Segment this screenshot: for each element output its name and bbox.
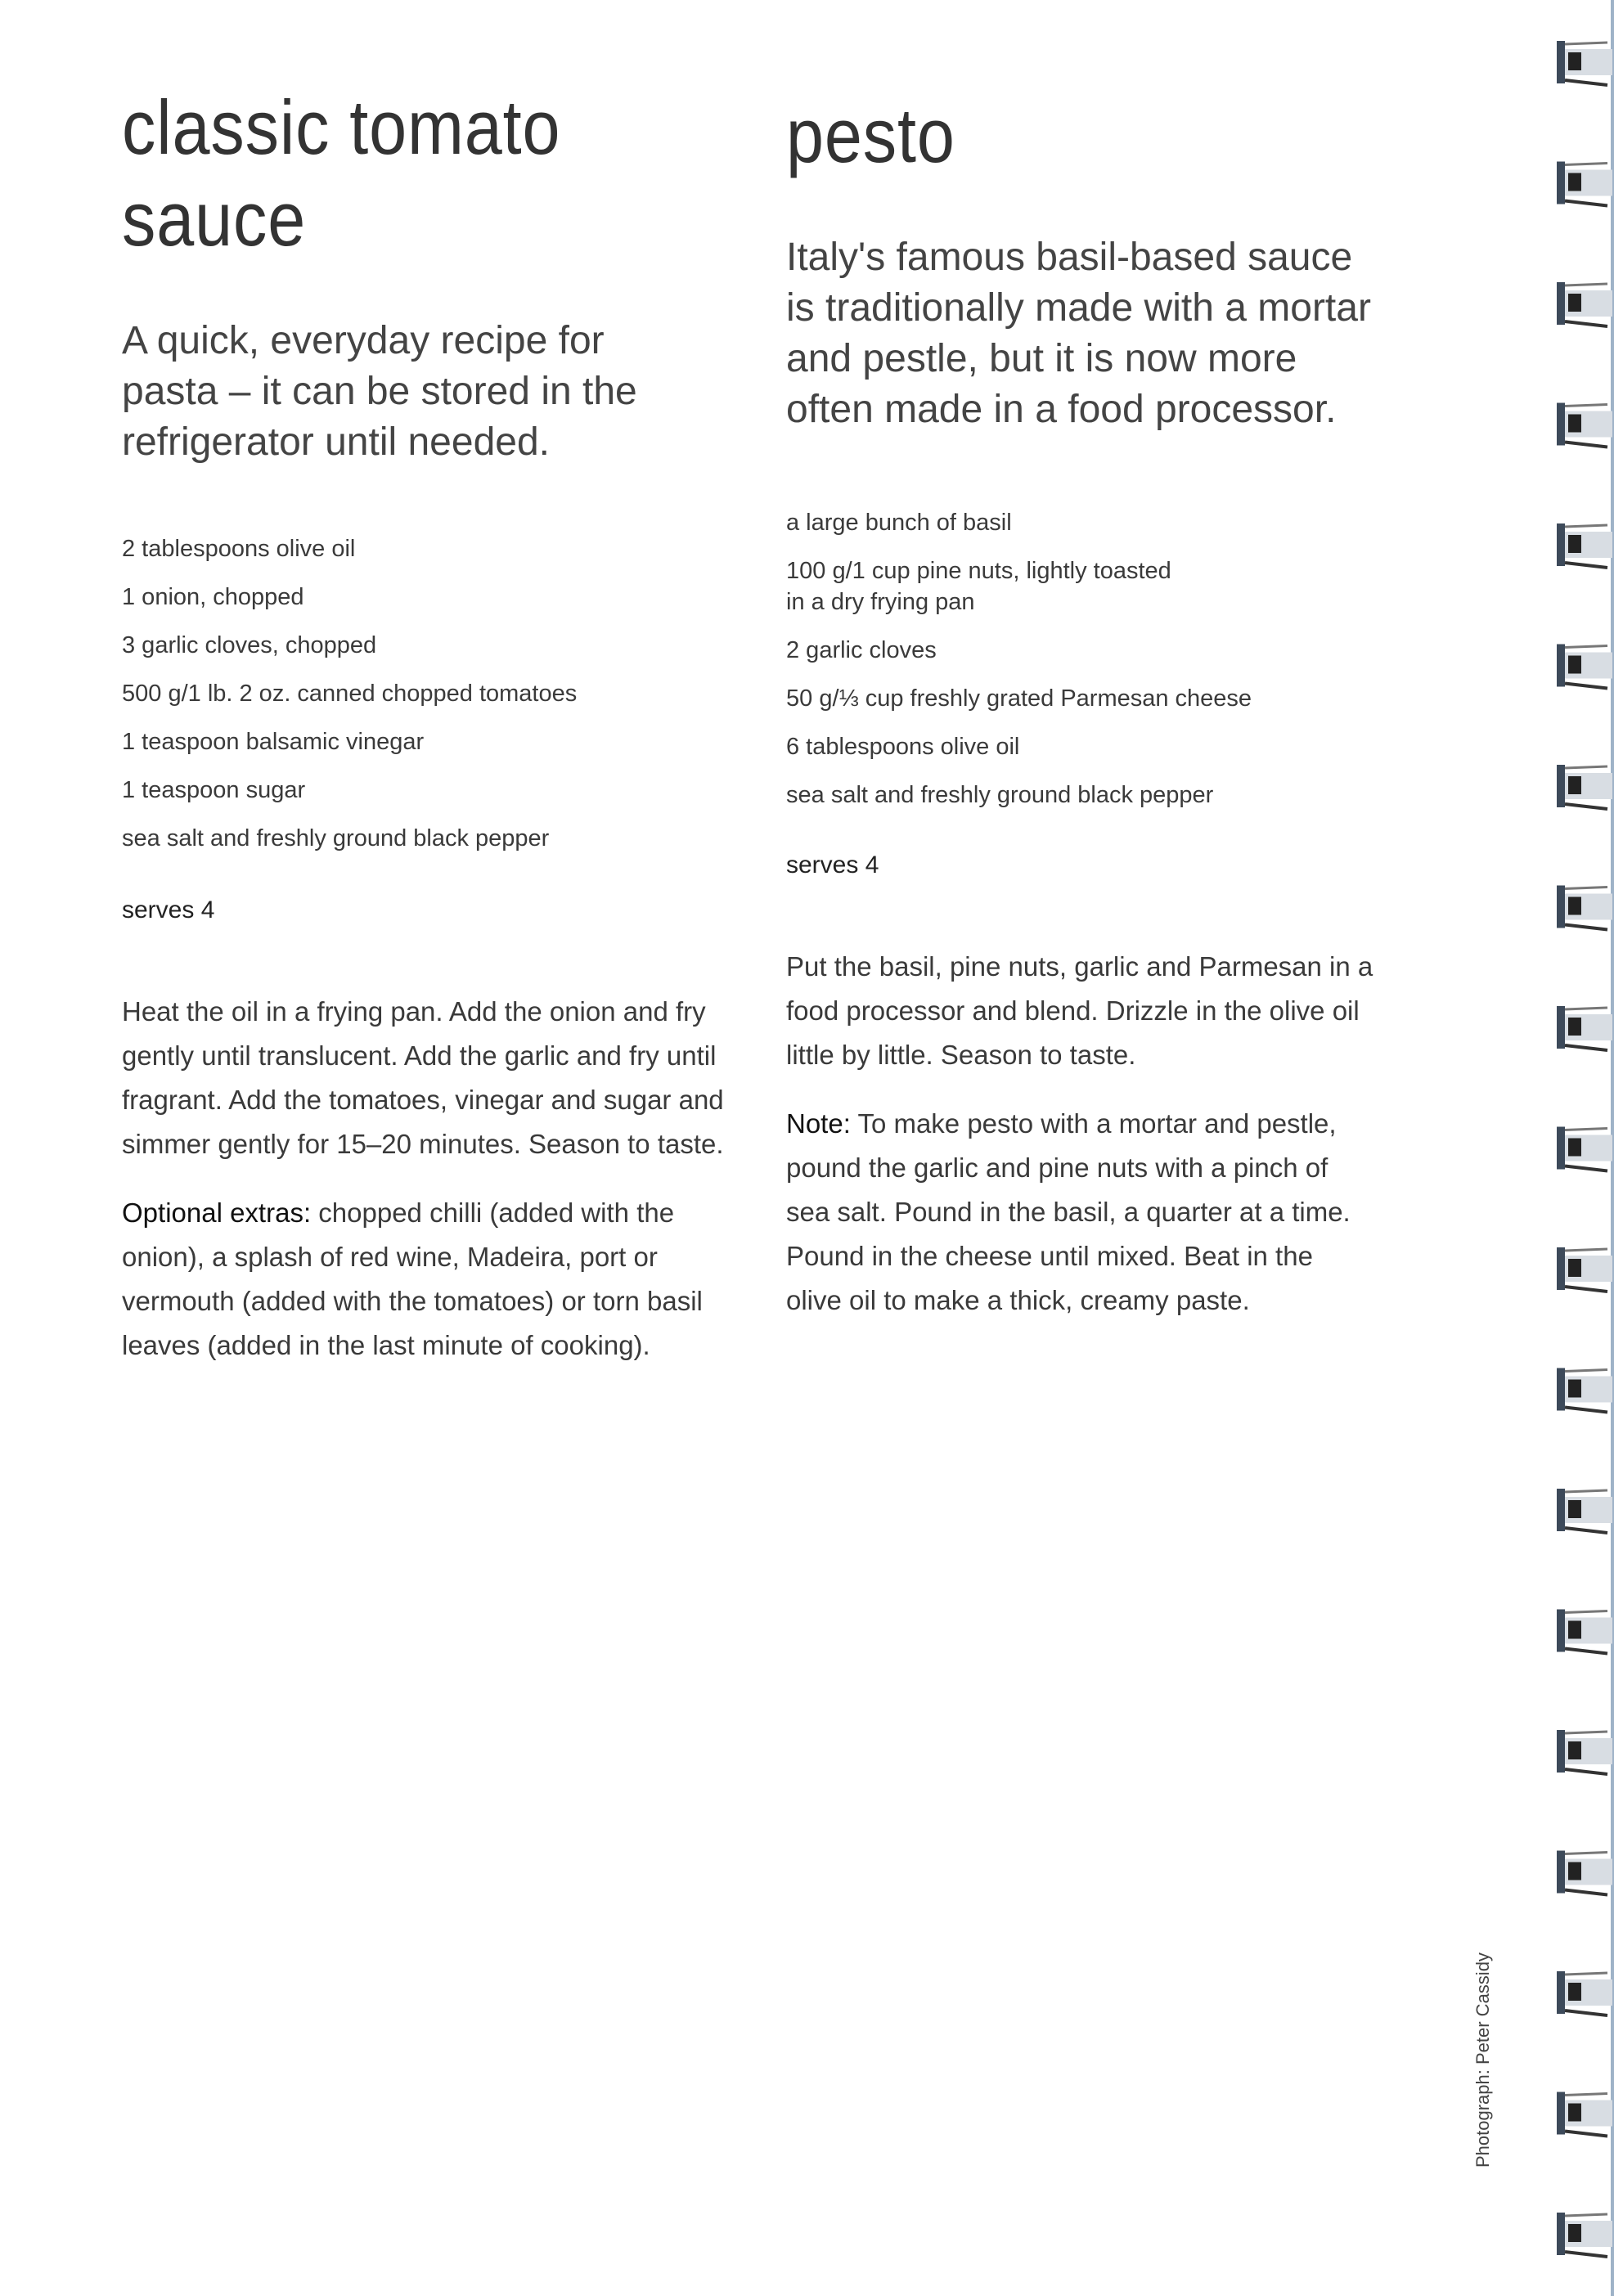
ingredient: sea salt and freshly ground black pepper xyxy=(122,825,550,851)
ingredient: 500 g/1 lb. 2 oz. canned chopped tomatoes xyxy=(122,681,578,707)
spiral-ring-icon xyxy=(1557,523,1612,568)
spiral-ring-icon xyxy=(1557,41,1612,85)
note xyxy=(786,1102,1375,1323)
ingredient: 100 g/1 cup pine nuts, lightly toasted in a dry frying pan xyxy=(786,558,1171,615)
spiral-ring-icon xyxy=(1557,1610,1612,1654)
ingredient: 50 g/⅓ cup freshly grated Parmesan cheese xyxy=(786,685,1252,712)
ingredient: 1 onion, chopped xyxy=(122,584,304,610)
extras-label: Optional extras: xyxy=(122,1197,312,1228)
spiral-ring-icon xyxy=(1557,1851,1612,1895)
spiral-ring-icon xyxy=(1557,162,1612,206)
spiral-ring-icon xyxy=(1557,765,1612,809)
spiral-ring-icon xyxy=(1557,403,1612,447)
ingredient: 2 garlic cloves xyxy=(786,637,937,663)
extras-text: chopped chilli (added with the onion), a splash of red wine, Madeira, port or vermouth (added with the tomatoes) or torn basil leaves (added in the last minute of cooking). xyxy=(122,1197,703,1360)
spiral-ring-icon xyxy=(1557,2213,1612,2257)
spiral-ring-icon xyxy=(1557,886,1612,930)
ingredient: sea salt and freshly ground black pepper xyxy=(786,782,1214,808)
recipe-classic-tomato-sauce xyxy=(122,82,744,1368)
method-text: Heat the oil in a frying pan. Add the onion and fry gently until translucent. Add the garlic and fry until fragrant. Add the tomatoes, vinegar and sugar and simmer gently for 15–20 minutes. Season to taste. xyxy=(122,996,724,1159)
ingredient: 1 teaspoon sugar xyxy=(122,777,306,803)
ingredient-list xyxy=(786,507,1408,811)
method-text: Put the basil, pine nuts, garlic and Parmesan in a food processor and blend. Drizzle in the olive oil little by little. Season to taste. xyxy=(786,951,1373,1070)
recipe-title: pesto xyxy=(786,92,955,178)
spiral-ring-icon xyxy=(1557,282,1612,326)
recipe-intro: A quick, everyday recipe for pasta – it can be stored in the refrigerator until needed. xyxy=(122,319,637,464)
serves-label: serves 4 xyxy=(122,896,215,923)
ingredient: 1 teaspoon balsamic vinegar xyxy=(122,729,425,755)
spiral-ring-icon xyxy=(1557,2092,1612,2136)
recipe-intro: Italy's famous basil-based sauce is traditionally made with a mortar and pestle, but it is now more often made in a food processor. xyxy=(786,236,1371,431)
spiral-ring-icon xyxy=(1557,1971,1612,2015)
photo-credit: Photograph: Peter Cassidy xyxy=(1472,1952,1493,2168)
ingredient: 6 tablespoons olive oil xyxy=(786,734,1020,760)
ingredient: a large bunch of basil xyxy=(786,510,1012,536)
note-label: Note: xyxy=(786,1108,851,1139)
ingredient-list xyxy=(122,533,744,854)
spiral-ring-icon xyxy=(1557,1489,1612,1533)
spiral-ring-icon xyxy=(1557,1127,1612,1171)
spiral-ring-icon xyxy=(1557,1247,1612,1292)
serves-label: serves 4 xyxy=(786,851,879,878)
spiral-ring-icon xyxy=(1557,1368,1612,1413)
optional-extras xyxy=(122,1191,744,1368)
spiral-ring-icon xyxy=(1557,645,1612,689)
spiral-binding xyxy=(1550,0,1614,2296)
recipe-pesto xyxy=(786,90,1408,1323)
spiral-ring-icon xyxy=(1557,1006,1612,1050)
spiral-ring-icon xyxy=(1557,1730,1612,1774)
recipe-title: classic tomato sauce xyxy=(122,84,561,262)
ingredient: 3 garlic cloves, chopped xyxy=(122,632,377,658)
note-text: To make pesto with a mortar and pestle, pound the garlic and pine nuts with a pinch of sea salt. Pound in the basil, a quarter at a time. Pound in the cheese until mixed. Beat in the olive oil to make a thick, creamy paste. xyxy=(786,1108,1351,1315)
ingredient: 2 tablespoons olive oil xyxy=(122,536,356,562)
